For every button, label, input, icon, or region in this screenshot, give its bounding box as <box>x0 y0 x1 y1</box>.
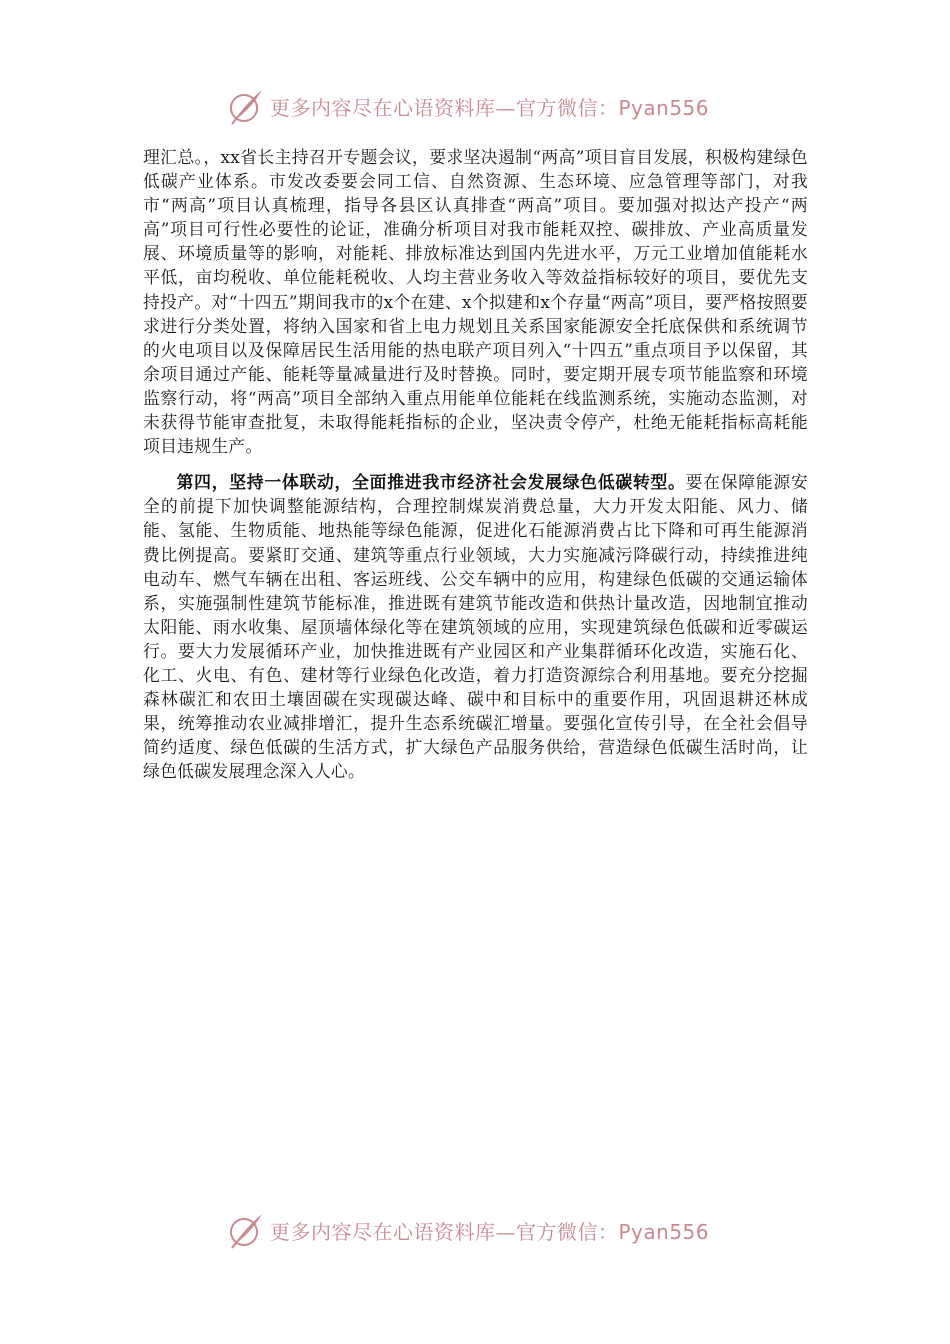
paragraph-1 <box>143 145 808 458</box>
document-body <box>143 145 808 783</box>
watermark-brand: Pyan556 <box>618 1219 710 1244</box>
header-watermark <box>226 86 709 126</box>
paragraph-1-text: 理汇总。，xx省长主持召开专题会议，要求坚决遏制“两高”项目盲目发展，积极构建绿色低碳产业体系。市发改委要会同工信、自然资源、生态环境、应急管理等部门，对我市“两高”项目认真梳理，指导各县区认真排查“两高”项目。要加强对拟达产投产“两高”项目可行性必要性的论证，准确分析项目对我市能耗双控、碳排放、产业高质量发展、环境质量等的影响，对能耗、排放标准达到国内先进水平，万元工业增加值能耗水平低，亩均税收、单位能耗税收、人均主营业务收入等效益指标较好的项目，要优先支持投产。对“十四五”期间我市的x个在建、x个拟建和x个存量“两高”项目，要严格按照要求进行分类处置，将纳入国家和省上电力规划且关系国家能源安全托底保供和系统调节的火电项目以及保障居民生活用能的热电联产项目列入“十四五”重点项目予以保留，其余项目通过产能、能耗等量减量进行及时替换。同时，要定期开展专项节能监察和环境监察行动，将“两高”项目全部纳入重点用能单位能耗在线监测系统，实施动态监测，对未获得节能审查批复，未取得能耗指标的企业，坚决责令停产，杜绝无能耗指标高耗能项目违规生产。 <box>143 147 808 457</box>
watermark-text: 更多内容尽在心语资料库—官方微信：Pyan556 <box>270 95 710 120</box>
footer-watermark <box>226 1210 709 1250</box>
paragraph-2-text: 要在保障能源安全的前提下加快调整能源结构，合理控制煤炭消费总量，大力开发太阳能、风力、储能、氢能、生物质能、地热能等绿色能源，促进化石能源消费占比下降和可再生能源消费比例提高。要紧盯交通、建筑等重点行业领域，大力实施减污降碳行动，持续推进纯电动车、燃气车辆在出租、客运班线、公交车辆中的应用，构建绿色低碳的交通运输体系，实施强制性建筑节能标准，推进既有建筑节能改造和供热计量改造，因地制宜推动太阳能、雨水收集、屋顶墙体绿化等在建筑领域的应用，实现建筑绿色低碳和近零碳运行。要大力发展循环产业，加快推进既有产业园区和产业集群循环化改造，实施石化、化工、火电、有色、建材等行业绿色化改造，着力打造资源综合利用基地。要充分挖掘森林碳汇和农田土壤固碳在实现碳达峰、碳中和目标中的重要作用，巩固退耕还林成果，统筹推动农业减排增汇，提升生态系统碳汇增量。要强化宣传引导，在全社会倡导简约适度、绿色低碳的生活方式，扩大绿色产品服务供给，营造绿色低碳生活时尚，让绿色低碳发展理念深入人心。 <box>143 472 809 782</box>
paragraph-2 <box>143 470 808 783</box>
paragraph-2-heading: 第四，坚持一体联动，全面推进我市经济社会发展绿色低碳转型。 <box>176 472 686 493</box>
watermark-brand: Pyan556 <box>618 95 710 120</box>
watermark-text: 更多内容尽在心语资料库—官方微信：Pyan556 <box>270 1219 710 1244</box>
feather-pen-logo-icon <box>226 1210 266 1250</box>
feather-pen-logo-icon <box>226 86 266 126</box>
